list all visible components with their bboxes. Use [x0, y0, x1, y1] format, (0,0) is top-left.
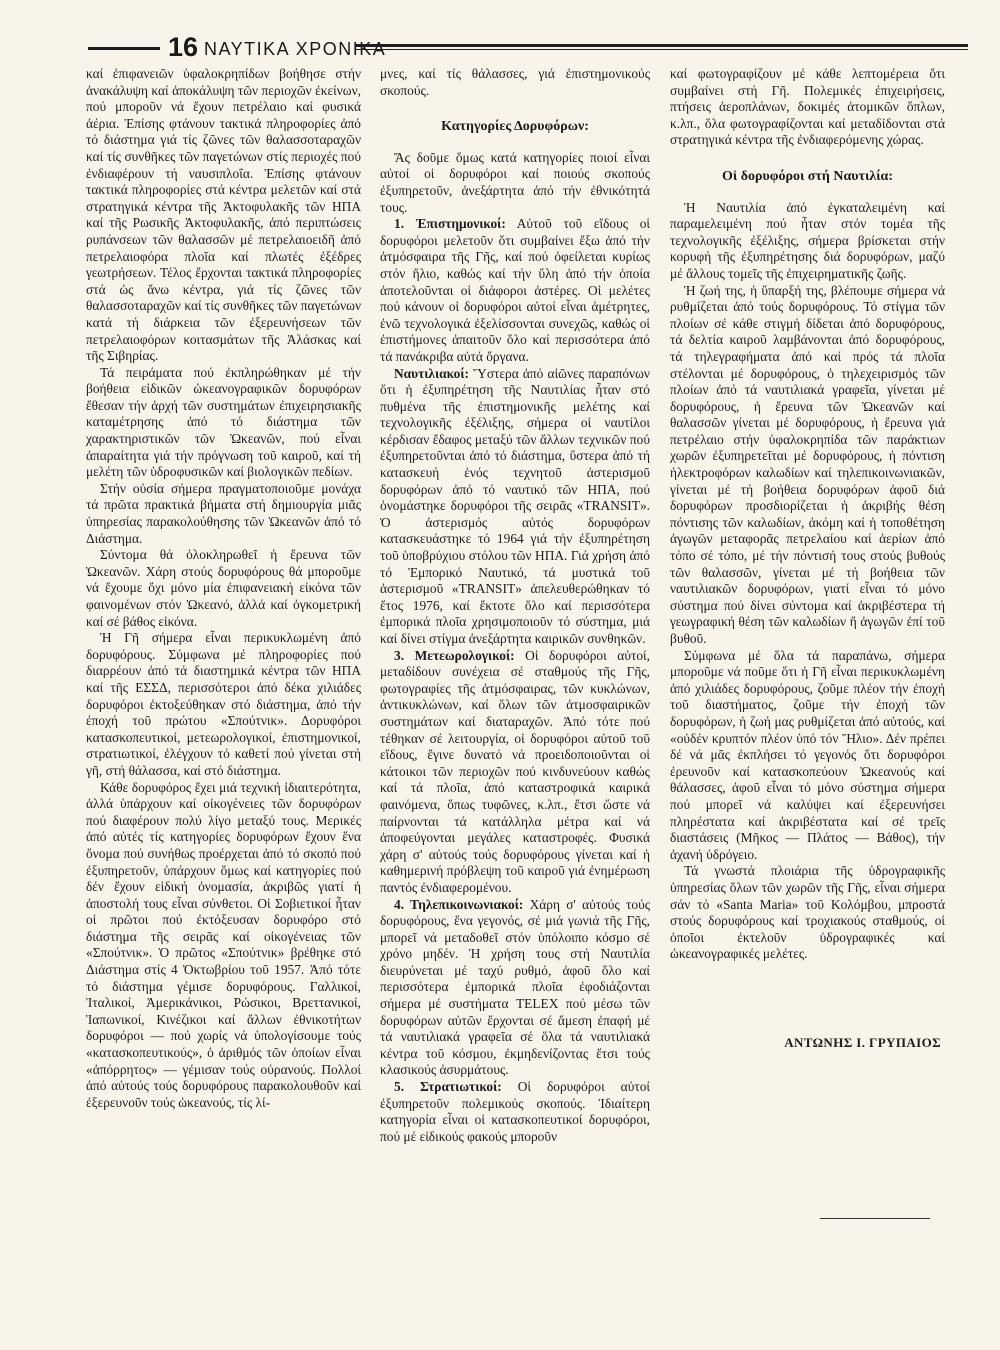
- body-paragraph: Ἡ Ναυτιλία ἀπό ἐγκαταλειμένη καί παραμελειμένη πού ἦταν στόν τομέα τῆς τεχνολογικῆς ἐξέλιξης, σήμερα βρίσκεται στήν κορυφή τῆς ἐξυπηρέτησης διά δορυφόρων, μαζύ μέ ἄλλους τομεῖς τῆς ἐπιχειρηματικῆς ζωῆς.: [670, 199, 945, 281]
- body-paragraph: Τά γνωστά πλοιάρια τῆς ὑδρογραφικῆς ὑπηρεσίας ὅλων τῶν χωρῶν τῆς Γῆς, εἶναι σήμερα σάν τό «Santa Maria» τοῦ Κολόμβου, μπροστά στούς δορυφόρους καί τροχιακούς σταθμούς, οἱ ὁποῖοι ἐκτελοῦν ὑδρογραφικές καί ὠκεανογραφικές μελέτες.: [670, 863, 945, 962]
- column-2: [380, 66, 650, 1145]
- body-paragraph: Ἡ ζωή της, ἡ ὕπαρξή της, βλέπουμε σήμερα νά ρυθμίζεται ἀπό τούς δορυφόρους. Τό στίγμα τῶν πλοίων σέ κάθε στιγμή δίδεται ἀπό δορυφόρους, τά δελτία καιροῦ λαμβάνονται ἀπό δορυφόρους, τά τηλεγραφήματα ἀπό καί πρός τά πλοῖα στέλονται μέ δορυφόρους, ὁ τηλεχειρισμός τῶν πλοίων ἀπό τά ναυτιλιακά γραφεῖα, γίνεται μέ δορυφόρους, ἡ ἔρευνα τῶν Ὠκεανῶν καί θαλασσῶν γίνεται μέ δορυφόρους, ἡ ἔρευνα γιά πετρέλαιο στήν ὑφαλοκρηπίδα τῶν παράκτιων χωρῶν ἐξυπηρετεῖται μέ δορυφόρους, ἡ πόντιση ἠλεκτροφόρων καλωδίων καί τηλεπικοινωνιακῶν, γίνεται μέ τή βοήθεια δορυφόρων ἀφοῦ διά δορυφόρων προσδιορίζεται ἡ ἀκριβής θέση πόντισης τῶν καλωδίων, ἀκόμη καί ἡ τοποθέτηση ἀγωγῶν μεταφορᾶς πετρελαίου καί ἀερίων ἀπό τόπο σέ τόπο, μέ τήν πόντισή τους στούς βυθούς τῶν θαλασσῶν, γίνεται μέ τή βοήθεια τῶν ναυτιλιακῶν δορυφόρων, γιατί εἶναι τό μόνο σύστημα πού δίνει σύντομα καί ἀκριβέστερα τή γεωγραφική θέση τῶν καλωδίων ἤ ἀγωγῶν ἐπί τοῦ βυθοῦ.: [670, 282, 945, 646]
- section-heading: Κατηγορίες Δορυφόρων:: [441, 119, 589, 135]
- page-number: 16: [168, 32, 199, 62]
- category-text: Οἱ δορυφόροι αὐτοί, μεταδίδουν συνέχεια σέ σταθμούς τῆς Γῆς, φωτογραφίες τῆς ἀτμόσφαιρας, τῶν κυκλώνων, ἀντικυκλώνων, καί ὅλων τῶν ἀτμοσφαιρικῶν συστημάτων καί διαταραχῶν. Ἀπό τότε πού τέθηκαν σέ λειτουργία, οἱ δορυφόροι αὐτοῦ τοῦ εἴδους, ἔγινε δυνατό νά προειδοποιοῦνται οἱ κάτοικοι τῶν περιοχῶν πού κινδυνεύουν καθώς καί τά πλοῖα, ἀπό καταστροφικά καιρικά φαινόμενα, ὅπως τυφῶνες, κ.λπ., ἔτσι ὥστε νά παίρνονται τά κατάλληλα μέτρα καί νά ἀποφεύγονται μεγάλες καταστροφές. Φυσικά χάρη σ' αὐτούς τούς δορυφόρους γίνεται καί ἡ καθημερινή πρόβλεψη τοῦ καιροῦ γιά ἐνημέρωση παντός ἐνδιαφερομένου.: [380, 647, 650, 895]
- category-title: 3. Μετεωρολογικοί:: [394, 647, 515, 663]
- body-paragraph: Κάθε δορυφόρος ἔχει μιά τεχνική ἰδιαιτερότητα, ἀλλά ὑπάρχουν καί οἰκογένειες τῶν δορυφόρων πού διαφέρουν πολύ λίγο μεταξύ τους. Μερικές ἀπό αὐτές τίς κατηγορίες δορυφόρων ἔχουν ἕνα ὄνομα πού συνήθως προέρχεται ἀπό τό σκοπό πού ἐξυπηρετοῦν, ὑπάρχουν ὅμως καί κατηγορίες πού δέν ἔχουν εἰδική ὀνομασία, ἀκριβῶς γιατί ἡ ἀποστολή τους εἶναι σύνθετοι. Οἱ Σοβιετικοί ἦταν οἱ πρῶτοι πού ἐκτόξευσαν δορυφόρο στό διάστημα τῆς σειρᾶς καί οἰκογένειας τῶν «Σπούτνικ». Ὁ πρῶτος «Σπούτνικ» βρέθηκε στό Διάστημα στίς 4 Ὀκτωβρίου τοῦ 1957. Ἀπό τότε τό διάστημα γέμισε δορυφόρους. Γαλλικοί, Ἰταλικοί, Ἀμερικάνικοι, Ρώσικοι, Βρεττανικοί, Ἰαπωνικοί, Κινέζικοι καί ἄλλων ἐθνικοτήτων δορυφόροι — πού χωρίς νά ὑπολογίσουμε τούς «κατασκοπευτικούς», ὁ ἀριθμός τῶν ὁποίων εἶναι «ἀπόρρητος» — γέμισαν τούς οὐρανούς. Πολλοί ἀπό αὐτούς τούς δορυφόρους παρακολουθοῦν καί ἐξερευνοῦν τούς ὠκεανούς, τίς λί-: [86, 779, 361, 1110]
- header-rule-left: [88, 47, 160, 50]
- category-paragraph: [380, 366, 650, 648]
- category-paragraph: [380, 1079, 650, 1145]
- body-paragraph: μνες, καί τίς θάλασσες, γιά ἐπιστημονικούς σκοπούς.: [380, 66, 650, 98]
- header-rule-right: [356, 44, 968, 50]
- body-paragraph: καί φωτογραφίζουν μέ κάθε λεπτομέρεια ὅτι συμβαίνει στή Γῆ. Πολεμικές ἐπιχειρήσεις, πτήσεις ἀεροπλάνων, δοκιμές ἀτομικῶν ὅπλων, κ.λπ., ὅλα φωτογραφίζονται καί μεταδίδονται στά στρατηγικά κέντρα τῆς ἐνδιαφερόμενης χώρας.: [670, 66, 945, 148]
- category-title: 5. Στρατιωτικοί:: [394, 1079, 502, 1095]
- author-signature: ΑΝΤΩΝΗΣ Ι. ΓΡΥΠΑΙΟΣ: [784, 1034, 941, 1050]
- category-text: Χάρη σ' αὐτούς τούς δορυφόρους, ἕνα γεγονός, σέ μιά γωνιά τῆς Γῆς, μπορεῖ νά μεταδοθεῖ στόν ὑπόλοιπο κόσμο σέ χρόνο μηδέν. Ἡ χρήση τους στή Ναυτιλία διευρύνεται μέ ταχύ ρυθμό, ἀφοῦ ὅλο καί περισσότερα ἐμπορικά πλοῖα ἐφοδιάζονται σήμερα μέ συστήματα TELEX πού μέσω τῶν δορυφόρων αὐτῶν ἔρχονται σέ ἄμεση ἐπαφή μέ τά ναυτιλιακά γραφεῖα σέ ὅλα τά ναυτιλιακά κέντρα τοῦ κόσμου, ἐκμηδενίζοντας ἔτσι τούς κλασικούς ἀσυρμάτους.: [380, 896, 650, 1078]
- body-paragraph: καί ἐπιφανειῶν ὑφαλοκρηπίδων βοήθησε στήν ἀνακάλυψη καί ἀποκάλυψη τῶν περιοχῶν ἐκείνων, πού μποροῦν νά ἔχουν πετρέλαιο καί φυσικά ἀέρια. Ἐπίσης φτάνουν τακτικά πληροφορίες ἀπό τό διάστημα γιά τίς ζῶνες τῶν θαλασσοταραχῶν καί τίς συνθῆκες τῶν παγετώνων στίς περιοχές πού ἐνδιαφέρουν τή ναυσιπλοΐα. Ἐπίσης φτάνουν τακτικά πληροφορίες στά κέντρα μελετῶν καί στά στρατηγικά κέντρα τῆς Ἀκτοφυλακῆς τῶν ΗΠΑ καί τῆς Ρωσικῆς Ἀκτοφυλακῆς, ἀπό περιπτώσεις ρυπάνσεων τῶν θαλασσῶν μέ πετρελαιοειδῆ ἀπό πετρελαιοφόρα πλοῖα καί πλωτές ἐξέδρες γεωτρήσεων. Τέλος ἔρχονται τακτικά πληροφορίες στά ὡς ἄνω κέντρα, γιά τίς ζῶνες τῶν θαλασσοταραχῶν καί τίς συνθῆκες τῶν παγετώνων κατά τή διάρκεια τῶν ἐξερευνήσεων τῶν πετρελαιοφόρων κοιτασμάτων τῆς Ἀλάσκας καί τῆς Σιβηρίας.: [86, 66, 361, 364]
- section-heading: Οἱ δορυφόροι στή Ναυτιλία:: [721, 168, 894, 184]
- category-text: Ὕστερα ἀπό αἰῶνες παραπόνων ὅτι ἡ ἐξυπηρέτηση τῆς Ναυτιλίας ἦταν στό πυθμένα τῆς ἐπιστημονικῆς μελέτης καί τεχνολογικῆς ἐξέλιξης, σήμερα οἱ ναυτίλοι κέρδισαν ἔδαφος μεταξύ τῶν ἄλλων τεχνικῶν πού ἐξυπηρετοῦνται ἀπό τό διάστημα, ὕστερα ἀπό τή κατασκευή ἑνός τεχνητοῦ ἀστερισμοῦ δορυφόρων ἀπό τό ναυτικό τῶν ΗΠΑ, πού ὀνομάστηκε δορυφόροι τῆς σειρᾶς «TRANSIT». Ὁ ἀστερισμός αὐτός δορυφόρων κατασκευάστηκε τό 1964 γιά τήν ἐξυπηρέτηση τοῦ ὑποβρύχιου στόλου τῶν ΗΠΑ. Γιά χρήση ἀπό τό Ἐμπορικό Ναυτικό, τά μυστικά τοῦ ἀστερισμοῦ «TRANSIT» ἀπελευθερώθηκαν τό ἔτος 1976, καί ἔκτοτε ὅλο καί περισσότερα ἐμπορικά πλοῖα χρησιμοποιοῦν τό σύστημα, μιά καί δίνει στίγμα ἀνεξάρτητα καιρικῶν συνθηκῶν.: [380, 365, 650, 646]
- running-title: ΝΑΥΤΙΚΑ ΧΡΟΝΙΚΑ: [204, 39, 387, 59]
- end-rule: [820, 1218, 930, 1219]
- column-1: [86, 66, 361, 1111]
- body-paragraph: Ἄς δοῦμε ὅμως κατά κατηγορίες ποιοί εἶναι αὐτοί οἱ δορυφόροι καί ποιούς σκοπούς ἐξυπηρετοῦν, ἀνεξάρτητα ἀπό τήν ἐθνικότητά τους.: [380, 149, 650, 215]
- category-paragraph: [380, 648, 650, 897]
- body-paragraph: Σύντομα θά ὁλοκληρωθεῖ ἡ ἔρευνα τῶν Ὠκεανῶν. Χάρη στούς δορυφόρους θά μποροῦμε νά ἔχουμε ὄχι μόνο μία ἐπιφανειακή εἰκόνα τῶν φαινομένων στόν Ὠκεανό, ἀλλά καί ὀγκομετρική καί σέ βάθος εἰκόνα.: [86, 547, 361, 629]
- category-title: Ναυτιλιακοί:: [394, 365, 469, 381]
- column-3: [670, 66, 945, 1051]
- body-paragraph: Τά πειράματα πού ἐκπληρώθηκαν μέ τήν βοήθεια εἰδικῶν ὠκεανογραφικῶν δορυφόρων ἔθεσαν τήν ἀρχή τῶν συστημάτων ἐπιχειρησιακῆς καταμέτρησης ἀπό τό διάστημα τῶν χαρακτηριστικῶν τῶν Ὠκεανῶν, πού εἶναι ἀπαραίτητα γιά τήν πρόγνωση τοῦ καιροῦ, καί τή μελέτη τῶν ὑδροφυσικῶν καί βιολογικῶν πεδίων.: [86, 364, 361, 480]
- category-paragraph: [380, 216, 650, 365]
- category-title: 1. Ἐπιστημονικοί:: [394, 216, 506, 232]
- body-paragraph: Στήν οὐσία σήμερα πραγματοποιοῦμε μονάχα τά πρῶτα πρακτικά βήματα στή δημιουργία μιᾶς ὑπηρεσίας παρακολούθησης τῶν Ὠκεανῶν ἀπό τό Διάστημα.: [86, 480, 361, 546]
- category-text: Αὐτοῦ τοῦ εἴδους οἱ δορυφόροι μελετοῦν ὅτι συμβαίνει ἔξω ἀπό τήν ἀτμόσφαιρα τῆς Γῆς, καί πού ὀφείλεται κυρίως στόν ἥλιο, καθώς καί τήν ὕλη ἀπό τήν ὁποία ἀποτελοῦνται οἱ διάφοροι ἀστέρες. Οἱ μελέτες πού κάνουν οἱ δορυφόροι αὐτοί εἶναι ἀμέτρητες, ἐνῶ τεχνολογικά ἐξελίσσονται συνεχῶς, καθώς οἱ ἐπιστήμονες ἀπαιτοῦν ὅλο καί περισσότερα ἀπό τά πανάκριβα αὐτά ὄργανα.: [380, 216, 650, 364]
- body-paragraph: Σύμφωνα μέ ὅλα τά παραπάνω, σήμερα μποροῦμε νά ποῦμε ὅτι ἡ Γῆ εἶναι περικυκλωμένη ἀπό χιλιάδες δορυφόρους, ζοῦμε πλέον τήν ἐποχή τοῦ διαστήματος, ζοῦμε τήν ἐποχή τῶν δορυφόρων, ἡ ζωή μας ρυθμίζεται ἀπό αὐτούς, καί «οὐδέν κρυπτόν πλέον ὑπό τόν Ἥλιο». Δέν πρέπει δέ νά μᾶς ἐκπλήσει τό γεγονός ὅτι δορυφόροι ἐρευνοῦν καί κατασκοπεύουν Ὠκεανούς καί θάλασσες, ἀφοῦ εἶναι τό μόνο σύστημα σήμερα πού μπορεῖ νά καλύψει καί ἐξερευνήσει πληρέστατα καί ἀκριβέστατα καί σέ τρεῖς διαστάσεις (Μῆκος — Πλάτος — Βάθος), τήν ἀχανή ὑδρόγειο.: [670, 647, 945, 862]
- page-header: [88, 32, 968, 66]
- category-title: 4. Τηλεπικοινωνιακοί:: [394, 896, 524, 912]
- category-text: Οἱ δορυφόροι αὐτοί ἐξυπηρετοῦν πολεμικούς σκοπούς. Ἰδιαίτερη κατηγορία εἶναι οἱ κατασκοπευτικοί δορυφόροι, πού μέ εἰδικούς φακούς μποροῦν: [380, 1079, 651, 1144]
- category-paragraph: [380, 897, 650, 1080]
- body-paragraph: Ἡ Γῆ σήμερα εἶναι περικυκλωμένη ἀπό δορυφόρους. Σύμφωνα μέ πληροφορίες πού διαρρέουν ἀπό τά διαστημικά κέντρα τῶν ΗΠΑ καί τῆς ΕΣΣΔ, περισσότεροι ἀπό δέκα χιλιάδες δορυφόροι ἐκτοξεύθηκαν στό διάστημα, ἀπό τήν ἐποχή τοῦ πρώτου «Σπούτνικ». Δορυφόροι κατασκοπευτικοί, μετεωρολογικοί, ἐπιστημονικοί, στρατιωτικοί, ἐλέγχουν τό καθετί πού γίνεται στή γῆ, στή θάλασσα, καί στό διάστημα.: [86, 630, 361, 778]
